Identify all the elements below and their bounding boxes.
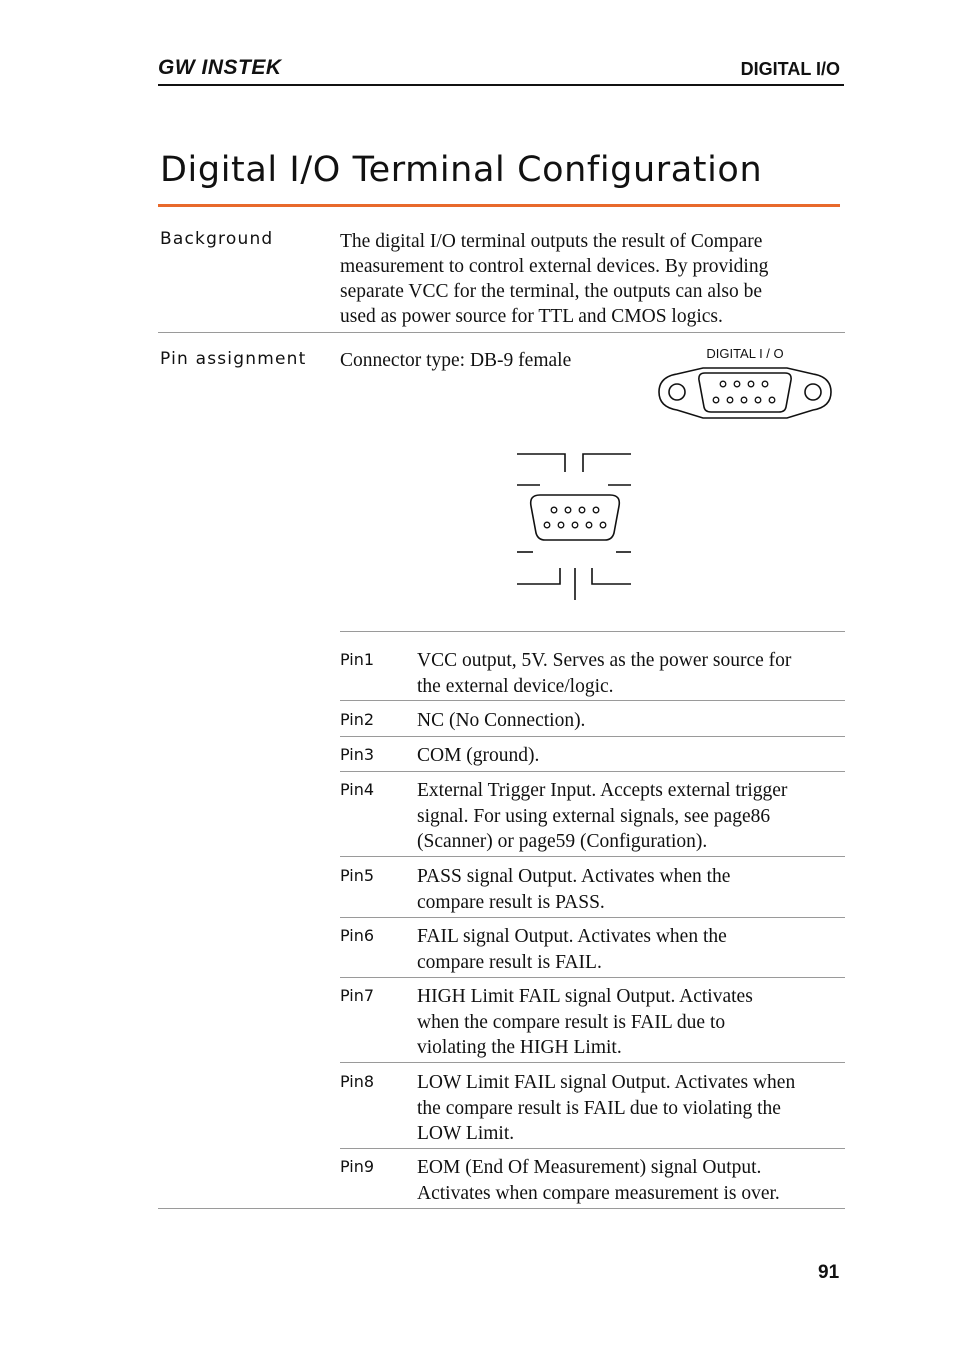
pin-desc-line: compare result is FAIL. [417,951,602,973]
pin-label: Pin2 [340,710,375,729]
header-rule [158,84,844,86]
pin-label: Pin9 [340,1157,375,1176]
pin-desc-line: LOW Limit FAIL signal Output. Activates when [417,1072,796,1093]
pin-description [417,1070,847,1147]
pin-description [417,743,847,769]
background-line: used as power source for TTL and CMOS logics. [340,306,723,327]
gw-instek-logo: GW INSTEK [158,56,282,79]
db9-pin-diagram [510,450,640,605]
pin-row-divider [340,736,845,737]
pin-row-divider [340,1148,845,1149]
pin-desc-line: signal. For using external signals, see page86 [417,805,771,827]
section-header: DIGITAL I/O [740,59,840,79]
pin-description [417,708,847,734]
pin-label: Pin8 [340,1072,375,1091]
panel-connector-diagram [655,342,835,426]
background-line: The digital I/O terminal outputs the result of Compare [340,231,763,252]
pin-table-top-rule [340,631,845,632]
pin-desc-line: the external device/logic. [417,675,614,697]
pin-label: Pin3 [340,745,375,764]
pin-description [417,924,847,975]
pin-description [417,984,847,1061]
pin-desc-line: NC (No Connection). [417,710,586,731]
pin-desc-line: compare result is PASS. [417,891,605,913]
pin-description [417,778,847,855]
pin-desc-line: HIGH Limit FAIL signal Output. Activates [417,986,753,1007]
pin-row-divider [340,700,845,701]
pin-desc-line: EOM (End Of Measurement) signal Output. [417,1157,762,1178]
background-line: separate VCC for the terminal, the outputs can also be [340,281,763,302]
pin-row-divider [340,917,845,918]
pin-row-divider [340,977,845,978]
pin-desc-line: Activates when compare measurement is over. [417,1182,780,1204]
pin-desc-line: the compare result is FAIL due to violating the [417,1097,781,1119]
pin-desc-line: FAIL signal Output. Activates when the [417,926,727,947]
connector-type: Connector type: DB-9 female [340,350,572,371]
background-line: measurement to control external devices. By providing [340,256,769,277]
pin-description [417,864,847,915]
pin-row-divider [340,1062,845,1063]
pin-desc-line: (Scanner) or page59 (Configuration). [417,831,708,852]
pin-desc-line: VCC output, 5V. Serves as the power source for [417,650,792,671]
pin-label: Pin4 [340,780,375,799]
panel-label: DIGITAL I / O [706,346,784,361]
pin-label: Pin5 [340,866,375,885]
pin-description [417,648,847,699]
pin-assignment-label: Pin assignment [160,349,307,369]
background-text [340,229,840,329]
pin-label: Pin6 [340,926,375,945]
pin-label: Pin1 [340,650,375,669]
pin-desc-line: when the compare result is FAIL due to [417,1011,726,1033]
background-label: Background [160,229,274,249]
pin-label: Pin7 [340,986,375,1005]
pin-desc-line: COM (ground). [417,745,540,766]
pin-description [417,1155,847,1206]
pin-desc-line: LOW Limit. [417,1123,515,1144]
pin-desc-line: External Trigger Input. Accepts external trigger [417,780,788,801]
page-number: 91 [818,1262,840,1283]
pin-desc-line: violating the HIGH Limit. [417,1037,622,1058]
pin-desc-line: PASS signal Output. Activates when the [417,866,731,887]
pin-row-divider [340,771,845,772]
row-divider [158,332,845,333]
section-bottom-rule [158,1208,845,1209]
pin-row-divider [340,856,845,857]
page-title: Digital I/O Terminal Configuration [160,150,763,190]
title-rule [158,204,840,207]
